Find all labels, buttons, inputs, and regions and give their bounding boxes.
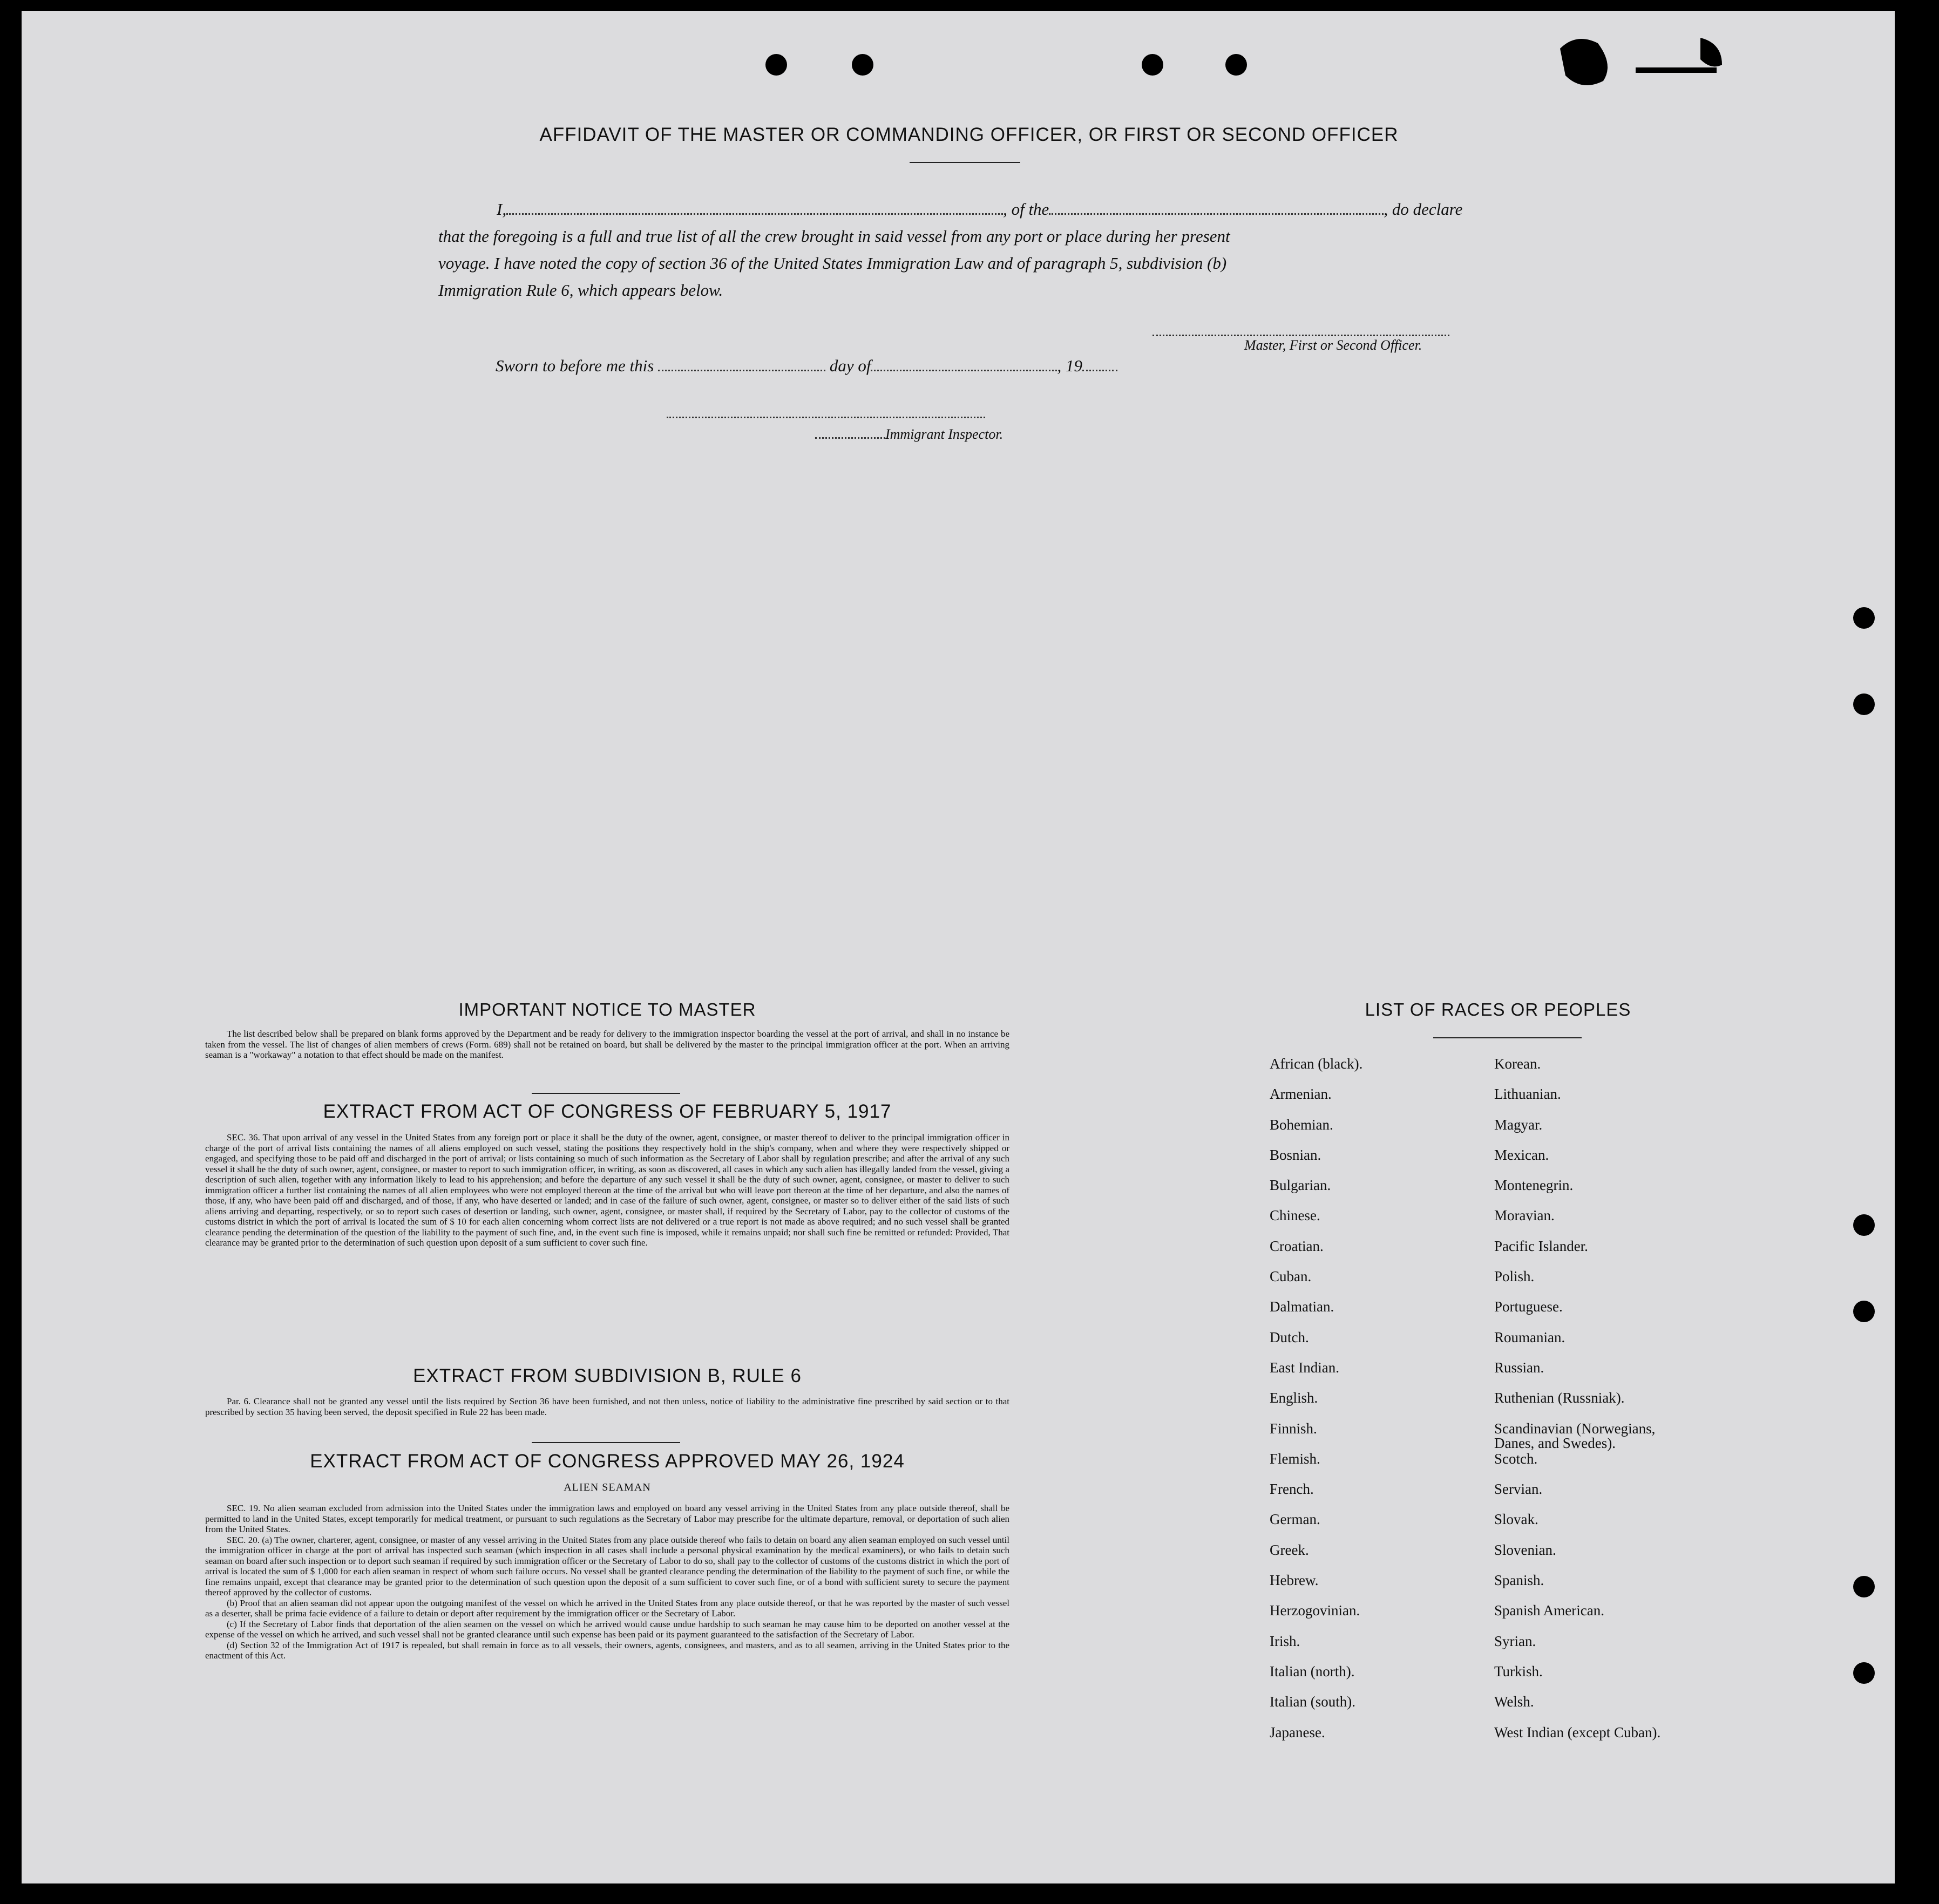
race-item: Welsh. [1494,1694,1534,1710]
divider [532,1442,680,1443]
inspector-line [815,426,1003,443]
race-item: Irish. [1270,1633,1300,1649]
extract-1924-title: EXTRACT FROM ACT OF CONGRESS APPROVED MAY 26, 1924 [310,1451,905,1472]
vessel-blank [1049,202,1384,215]
race-item: Roumanian. [1494,1329,1565,1345]
divider [910,162,1020,163]
race-item: Lithuanian. [1494,1086,1561,1103]
master-signature-line [1152,324,1449,336]
name-blank [506,202,1003,215]
race-item: Moravian. [1494,1207,1555,1224]
race-item: Dalmatian. [1270,1298,1334,1315]
race-item: Hebrew. [1270,1572,1319,1589]
notice-paragraph: The list described below shall be prepared on blank forms approved by the Department and be ready for delivery to the immigration inspector boarding the vessel at the port of arrival, and shall in no instance be taken from the vessel. The list of changes of alien members of crews (Form. 689) shall not be retained on board, but shall be delivered by the master to the principal immigration officer at the port. When an arriving seaman is a "workaway" a notation to that effect should be made on the manifest. [205,1029,1009,1060]
race-item: Italian (south). [1270,1694,1355,1710]
race-item: Russian. [1494,1359,1544,1376]
affidavit-line-4: Immigration Rule 6, which appears below. [438,281,723,300]
race-item: Slovak. [1494,1511,1538,1528]
race-item: Turkish. [1494,1663,1543,1679]
punch-hole [1853,1662,1875,1684]
race-item: East Indian. [1270,1359,1339,1376]
race-item: West Indian (except Cuban). [1494,1724,1661,1740]
race-item: Bohemian. [1270,1116,1333,1133]
sec-20d-paragraph: (d) Section 32 of the Immigration Act of 1917 is repealed, but shall remain in force as to all vessels, their owners, agents, consignees, and masters, and as to all seamen, arriving in the United States prior to the enactment of this Act. [205,1640,1009,1661]
sworn-month-blank [871,359,1057,371]
inspector-signature-line [667,406,985,418]
affidavit-of-the: , of the [1003,200,1049,219]
master-signature-label: Master, First or Second Officer. [1244,337,1422,353]
affidavit-line-1 [497,200,1462,219]
punch-hole [1853,1301,1875,1322]
divider [532,1093,680,1094]
race-item: African (black). [1270,1056,1363,1072]
divider [1433,1037,1582,1038]
race-item: Armenian. [1270,1086,1332,1103]
race-item: Cuban. [1270,1268,1312,1285]
race-item: Greek. [1270,1541,1309,1558]
sec-19-paragraph: SEC. 19. No alien seaman excluded from admission into the United States under the immigration laws and employed on board any vessel arriving in the United States from any place outside thereof, shall be permitted to land in the United States, except temporarily for medical treatment, or pursuant to such regulations as the Secretary of Labor may prescribe for the ultimate departure, removal, or deportation of such alien from the United States. [205,1503,1009,1534]
races-title: LIST OF RACES OR PEOPLES [1365,999,1631,1019]
sworn-line [496,356,1117,376]
race-item: Scotch. [1494,1450,1538,1467]
affidavit-title: AFFIDAVIT OF THE MASTER OR COMMANDING OFFICER, OR FIRST OR SECOND OFFICER [539,124,1399,145]
sworn-year-blank [1082,359,1117,371]
race-item: Bulgarian. [1270,1177,1331,1194]
race-item: Dutch. [1270,1329,1309,1345]
race-item: Servian. [1494,1481,1543,1498]
sec-20b-paragraph: (b) Proof that an alien seaman did not appear upon the outgoing manifest of the vessel on which he arrived in the United States from any place outside thereof, or that he was reported by the master of such vessel as a deserter, shall be prima facie evidence of a failure to detain or deport after requirement by the immigration officer or the Secretary of Labor. [205,1597,1009,1619]
race-item: English. [1270,1390,1318,1406]
race-item: German. [1270,1511,1320,1528]
race-item: Syrian. [1494,1633,1536,1649]
race-item: Slovenian. [1494,1541,1556,1558]
race-item: French. [1270,1481,1314,1498]
extract-1917-title: EXTRACT FROM ACT OF CONGRESS OF FEBRUARY 5, 1917 [323,1101,892,1122]
race-item: Finnish. [1270,1420,1317,1437]
extract-1924-text [205,1503,1009,1661]
torn-corner-mark [1555,32,1727,92]
race-item: Italian (north). [1270,1663,1355,1679]
race-item: Spanish. [1494,1572,1544,1589]
punch-hole [1853,1214,1875,1236]
sec-20a-paragraph: SEC. 20. (a) The owner, charterer, agent, consignee, or master of any vessel arriving in the United States from any place outside thereof who fails to detain on board any alien seaman employed on such vessel until the immigration officer in charge at the port of arrival has inspected such seaman (which inspection in all cases shall include a personal physical examination by the medical examiners), or who fails to detain such seaman on board after such inspection or to deport such seaman if required by such immigration officer or the Secretary of Labor to do so, shall pay to the collector of customs of the customs district in which the port of arrival is located the sum of $ 1,000 for each alien seaman in respect of whom such failure occurs. No vessel shall be granted clearance pending the determination of the liability to the payment of such fine, or while the fine remains unpaid, except that clearance may be granted prior to the determination of such question upon the deposit of a sum sufficient to cover such fine, or of a bond with sufficient surety to secure the payment thereof approved by the collector of customs. [205,1534,1009,1597]
race-item: Pacific Islander. [1494,1237,1588,1254]
affidavit-line-3: voyage. I have noted the copy of section 36 of the United States Immigration Law and of paragraph 5, subdivision (b) [438,254,1227,273]
extract-rule6-text [205,1396,1009,1417]
race-item: Scandinavian (Norwegians, Danes, and Swedes). [1494,1420,1656,1451]
inspector-blank [815,429,885,439]
races-column-2 [1494,1057,1732,1756]
race-item: Ruthenian (Russniak). [1494,1390,1625,1406]
sworn-day-blank [658,359,825,371]
sworn-day-of: day of [829,356,871,375]
race-item: Polish. [1494,1268,1535,1285]
punch-hole [1225,54,1247,76]
race-item: Montenegrin. [1494,1177,1574,1194]
race-item: Portuguese. [1494,1298,1563,1315]
race-item: Spanish American. [1494,1602,1604,1619]
notice-text [205,1029,1009,1060]
race-item: Magyar. [1494,1116,1543,1133]
notice-title: IMPORTANT NOTICE TO MASTER [458,999,756,1019]
punch-hole [1142,54,1163,76]
punch-hole [852,54,873,76]
race-item: Mexican. [1494,1146,1549,1163]
affidavit-line-2: that the foregoing is a full and true list of all the crew brought in said vessel from any port or place during her present [438,227,1230,246]
race-item: Chinese. [1270,1207,1320,1224]
race-item: Flemish. [1270,1450,1320,1467]
race-item: Korean. [1494,1056,1541,1072]
affidavit-i: I, [497,200,507,219]
affidavit-do-declare: , do declare [1384,200,1463,219]
race-item: Japanese. [1270,1724,1325,1740]
races-column-1 [1270,1057,1475,1756]
sec-36-paragraph: SEC. 36. That upon arrival of any vessel in the United States from any foreign port or place it shall be the duty of the owner, agent, consignee, or master thereof to deliver to the principal immigration officer in charge of the port of arrival lists containing the names of all aliens employed on such vessel, stating the positions they respectively hold in the ship's company, when and where they were respectively shipped or engaged, and specifying those to be paid off and discharged in the port of arrival; or lists containing so much of such information as the Secretary of Labor shall by regulation prescribe; and after the arrival of any such vessel it shall be the duty of such owner, agent, consignee, or master to report to such immigration officer, in writing, as soon as discovered, all cases in which any such alien has illegally landed from the vessel, giving a description of such alien, together with any information likely to lead to his apprehension; and before the departure of any such vessel it shall be the duty of such owner, agent, consignee, or master to deliver to such immigration officer a further list containing the names of all alien employees who were not employed thereon at the time of the arrival but who will leave port thereon at the time of her departure, and also the names of those, if any, who have been paid off and discharged, and of those, if any, who have deserted or landed; and in case of the failure of such owner, agent, consignee, or master so to deliver either of the said lists of such aliens arriving and departing, respectively, or so to report such cases of desertion or landing, such owner, agent, consignee, or master shall, if required by the Secretary of Labor, pay to the collector of customs of the customs district in which the port of arrival is located the sum of $ 10 for each alien concerning whom correct lists are not delivered or a true report is not made as above required; and no such vessel shall be granted clearance pending the determination of the question of the liability to the payment of such fine, and, in the event such fine is imposed, while it remains unpaid; nor shall such fine be remitted or refunded: Provided, That clearance may be granted prior to the determination of such question upon deposit of a sum sufficient to cover such fine. [205,1132,1009,1248]
sworn-year: , 19 [1057,356,1082,375]
alien-seaman-subtitle: ALIEN SEAMAN [564,1481,651,1493]
punch-hole [1853,1576,1875,1597]
extract-1917-text [205,1132,1009,1248]
inspector-label: Immigrant Inspector. [885,426,1004,442]
race-item: Herzogovinian. [1270,1602,1360,1619]
sworn-prefix: Sworn to before me this [496,356,654,375]
par-6-paragraph: Par. 6. Clearance shall not be granted any vessel until the lists required by Section 36 have been furnished, and not then unless, notice of liability to the administrative fine prescribed by said section or to that prescribed by section 35 having been served, the deposit specified in Rule 22 has been made. [205,1396,1009,1417]
punch-hole [1853,693,1875,715]
punch-hole [765,54,787,76]
sec-20c-paragraph: (c) If the Secretary of Labor finds that deportation of the alien seamen on the vessel on which he arrived would cause undue hardship to such seaman he may cause him to be deported on another vessel at the expense of the vessel on which he arrived, and such vessel shall not be granted clearance until such expense has been paid or its payment guaranteed to the satisfaction of the Secretary of Labor. [205,1619,1009,1640]
extract-rule6-title: EXTRACT FROM SUBDIVISION B, RULE 6 [413,1365,802,1386]
punch-hole [1853,607,1875,629]
race-item: Bosnian. [1270,1146,1321,1163]
race-item: Croatian. [1270,1237,1324,1254]
